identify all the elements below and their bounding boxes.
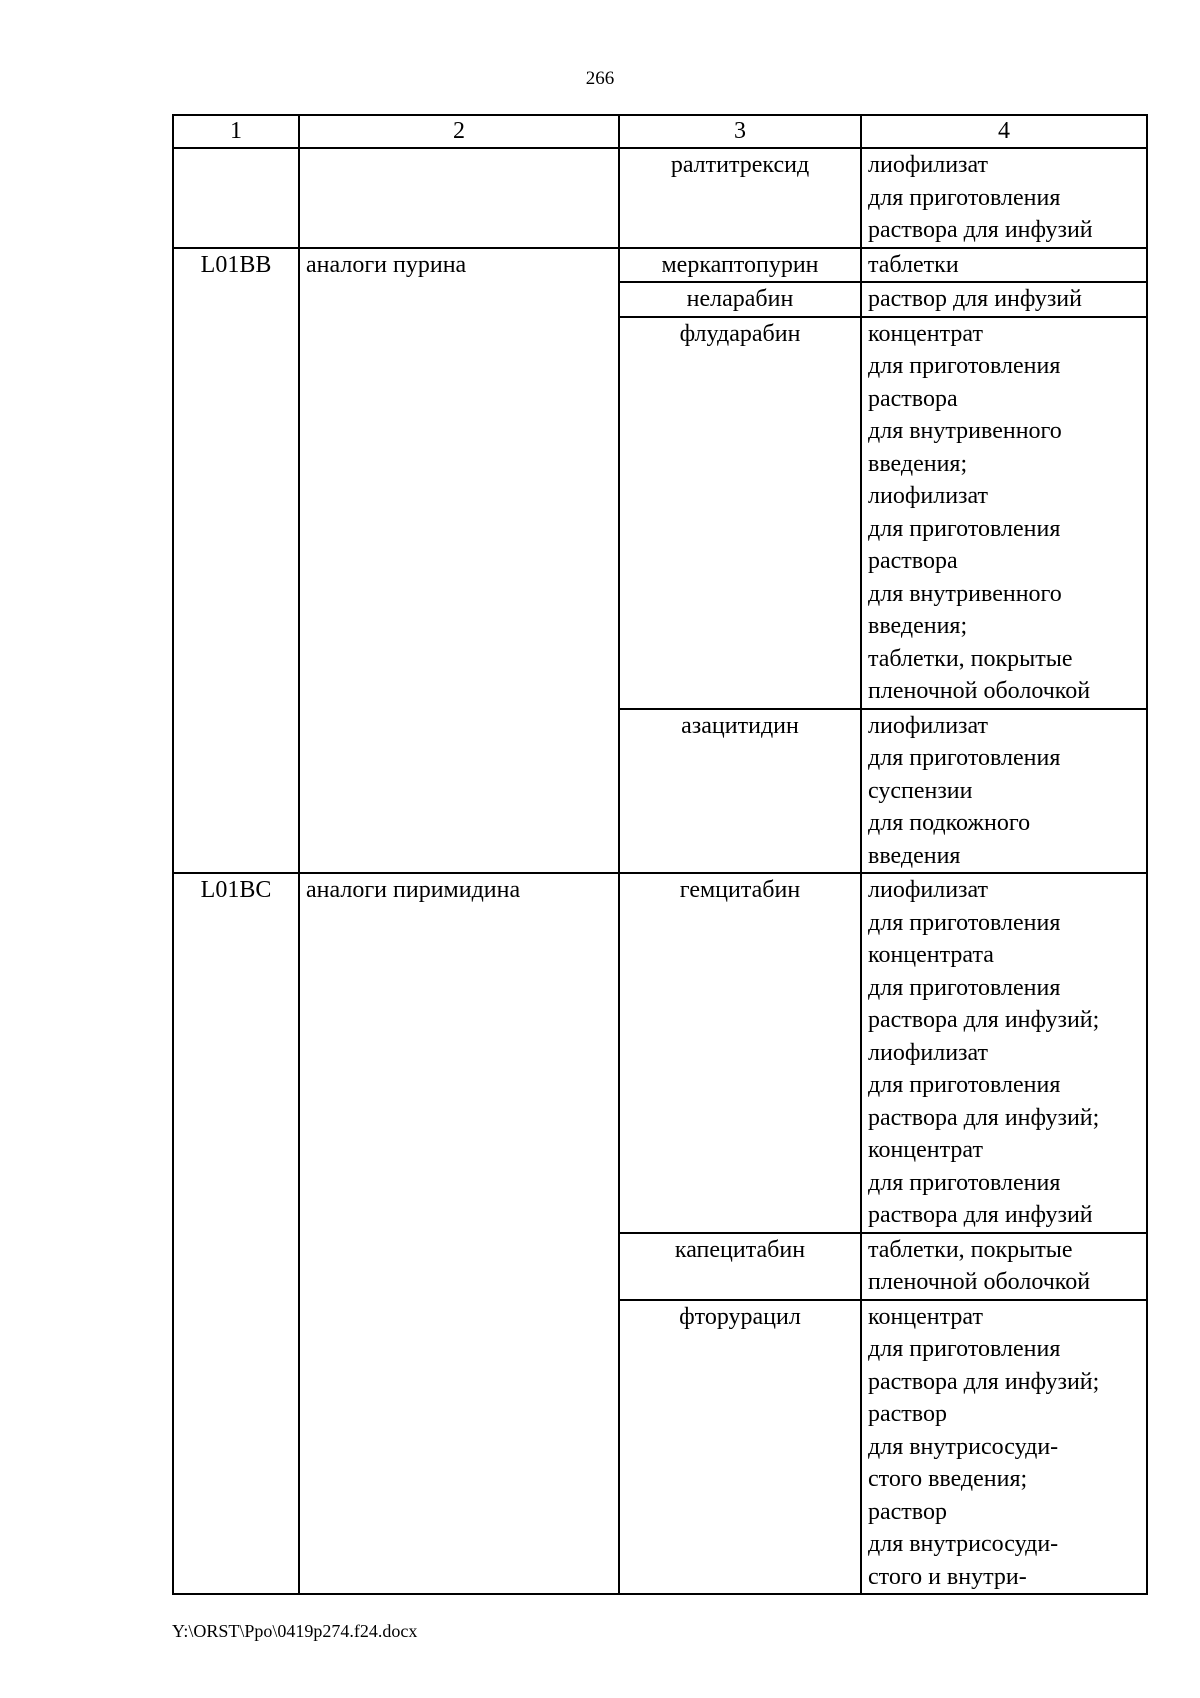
drug-name-cell: ралтитрексид (619, 148, 861, 248)
dosage-form-cell: таблетки (861, 248, 1147, 283)
dosage-form-cell: концентрат для приготовления раствора для внутривенного введения; лиофилизат для приготовления раствора для внутривенного введения; таблетки, покрытые пленочной оболочкой (861, 317, 1147, 709)
table-row (173, 248, 1147, 283)
atc-code-cell: L01BB (173, 248, 299, 874)
drug-name-cell: азацитидин (619, 709, 861, 874)
table-row (173, 148, 1147, 248)
drug-name-cell: капецитабин (619, 1233, 861, 1300)
column-header-1: 1 (173, 115, 299, 148)
atc-code-cell (173, 148, 299, 248)
column-header-3: 3 (619, 115, 861, 148)
drug-name-cell: фторурацил (619, 1300, 861, 1595)
dosage-form-cell: лиофилизат для приготовления суспензии для подкожного введения (861, 709, 1147, 874)
column-header-4: 4 (861, 115, 1147, 148)
dosage-form-cell: раствор для инфузий (861, 282, 1147, 317)
table-row (173, 873, 1147, 1233)
drug-name-cell: меркаптопурин (619, 248, 861, 283)
drug-name-cell: гемцитабин (619, 873, 861, 1233)
document-path-footer: Y:\ORST\Ppo\0419p274.f24.docx (172, 1621, 418, 1641)
drug-table (172, 114, 1148, 1595)
column-header-2: 2 (299, 115, 619, 148)
page-number: 266 (585, 68, 615, 89)
group-name-cell: аналоги пиримидина (299, 873, 619, 1594)
atc-code-cell: L01BC (173, 873, 299, 1594)
dosage-form-cell: концентрат для приготовления раствора для инфузий; раствор для внутрисосуди- стого введения; раствор для внутрисосуди- стого и внутри- (861, 1300, 1147, 1595)
group-name-cell (299, 148, 619, 248)
group-name-cell: аналоги пурина (299, 248, 619, 874)
drug-name-cell: неларабин (619, 282, 861, 317)
drug-name-cell: флударабин (619, 317, 861, 709)
header-row (173, 115, 1147, 148)
dosage-form-cell: лиофилизат для приготовления концентрата для приготовления раствора для инфузий; лиофилизат для приготовления раствора для инфузий; концентрат для приготовления раствора для инфузий (861, 873, 1147, 1233)
dosage-form-cell: лиофилизат для приготовления раствора для инфузий (861, 148, 1147, 248)
dosage-form-cell: таблетки, покрытые пленочной оболочкой (861, 1233, 1147, 1300)
